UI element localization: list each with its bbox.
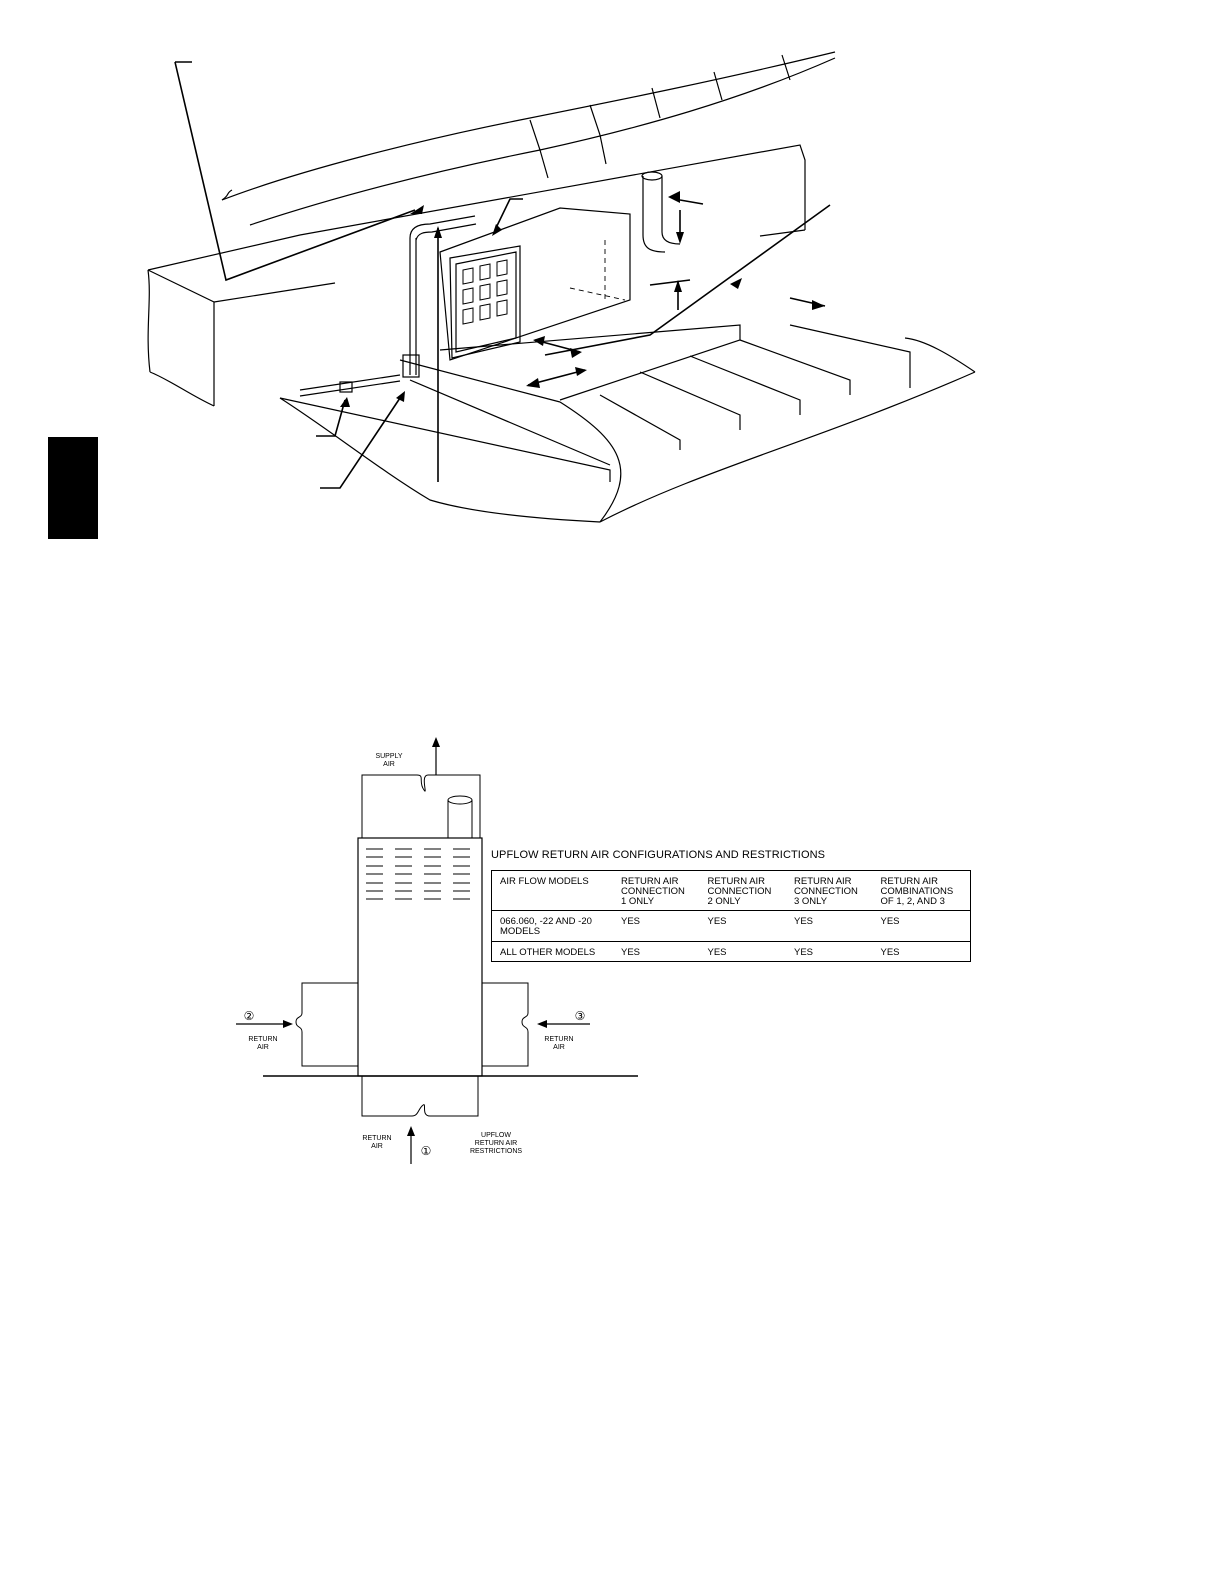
table-cell: YES [880, 947, 900, 958]
table-cell: YES [621, 947, 641, 958]
header-cell: AIR FLOW MODELS [492, 871, 614, 911]
header-cell: RETURN AIR CONNECTION 2 ONLY [700, 871, 787, 911]
table-row [492, 911, 971, 942]
table-title: UPFLOW RETURN AIR CONFIGURATIONS AND RESTRICTIONS [491, 849, 826, 861]
table-cell: 066.060, -22 AND -20 MODELS [492, 911, 614, 942]
return-air-right-label-2: AIR [553, 1044, 565, 1051]
table-cell: YES [794, 947, 814, 958]
header-cell: RETURN AIR CONNECTION 1 ONLY [613, 871, 700, 911]
return-marker-1: ① [420, 1144, 432, 1158]
table-cell: YES [707, 947, 727, 958]
table-cell: YES [613, 911, 700, 942]
return-air-left-label-1: RETURN [248, 1036, 278, 1043]
attic-installation-illustration [0, 0, 1224, 560]
return-air-bottom-label-1: RETURN [362, 1135, 392, 1142]
table-row [492, 942, 971, 962]
table-cell: YES [786, 911, 873, 942]
return-air-restrictions-table [491, 870, 971, 962]
header-cell: RETURN AIR COMBINATIONS OF 1, 2, AND 3 [873, 871, 971, 911]
table-cell: YES [873, 911, 971, 942]
upflow-restrictions-label-3: RESTRICTIONS [469, 1148, 523, 1155]
return-air-right-label-1: RETURN [544, 1036, 574, 1043]
return-marker-3: ③ [574, 1009, 586, 1023]
table-cell: ALL OTHER MODELS [500, 947, 596, 958]
upflow-restrictions-label-1: UPFLOW [481, 1132, 511, 1139]
return-air-left-label-2: AIR [257, 1044, 269, 1051]
header-cell: RETURN AIR CONNECTION 3 ONLY [786, 871, 873, 911]
supply-air-label-1: SUPPLY [375, 753, 403, 760]
table-cell: YES [700, 911, 787, 942]
return-air-bottom-label-2: AIR [371, 1143, 383, 1150]
supply-air-label-2: AIR [383, 761, 395, 768]
return-marker-2: ② [243, 1009, 255, 1023]
upflow-restrictions-label-2: RETURN AIR [474, 1140, 518, 1147]
table-header-row [492, 871, 971, 911]
